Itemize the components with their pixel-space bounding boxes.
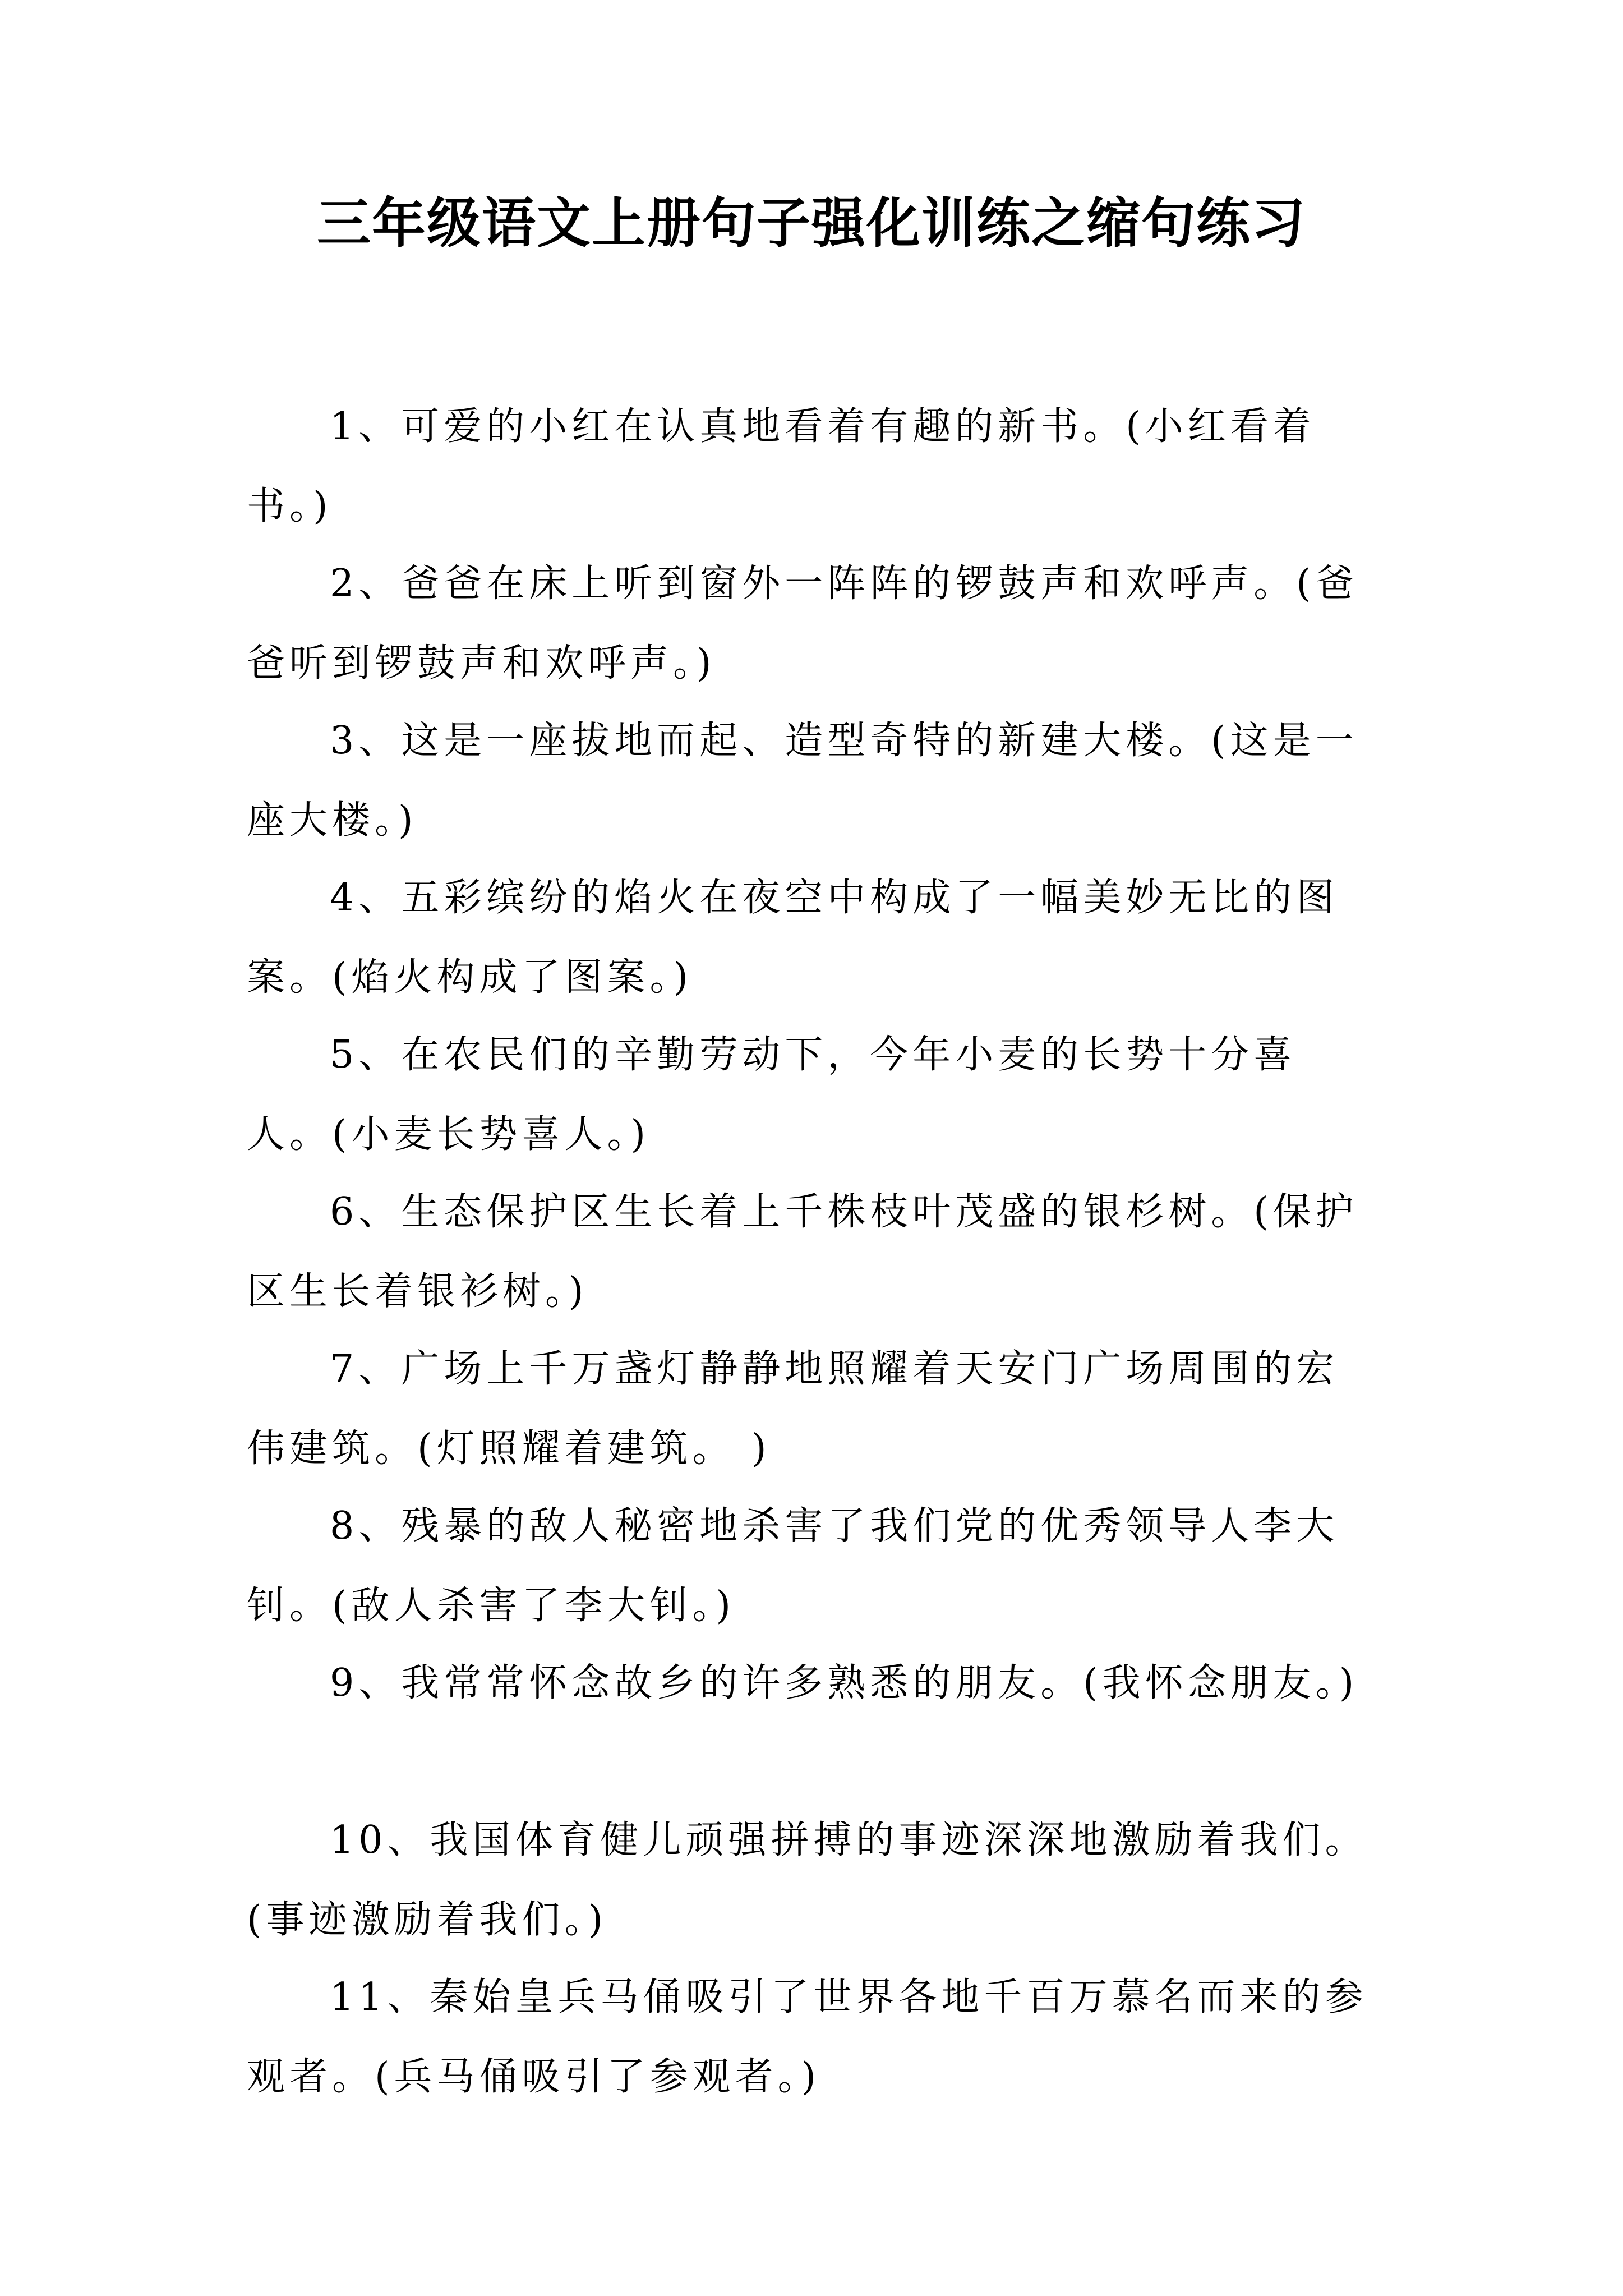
exercise-sentence: 2、爸爸在床上听到窗外一阵阵的锣鼓声和欢呼声。 [330, 562, 1297, 606]
exercise-answer: (这是一座大楼。) [247, 719, 1358, 843]
exercise-answer: (保护区生长着银衫树。) [247, 1190, 1358, 1314]
exercise-answer: (兵马俑吸引了参观者。) [375, 2055, 821, 2099]
exercise-sentence: 11、秦始皇兵马俑吸引了世界各地千百万慕名而来的参观者。 [247, 1975, 1368, 2099]
exercise-item-1 [247, 387, 1380, 546]
exercise-sentence: 8、残暴的敌人秘密地杀害了我们党的优秀领导人李大钊。 [247, 1504, 1339, 1628]
exercise-sentence: 10、我国体育健儿顽强拼搏的事迹深深地激励着我们。 [330, 1818, 1368, 1862]
exercise-sentence: 7、广场上千万盏灯静静地照耀着天安门广场周围的宏伟建筑。 [247, 1347, 1339, 1471]
exercise-sentence: 3、这是一座拔地而起、造型奇特的新建大楼。 [330, 719, 1211, 763]
exercise-sentence: 9、我常常怀念故乡的许多熟悉的朋友。 [330, 1661, 1083, 1705]
exercise-item-2 [247, 544, 1380, 703]
exercise-sentence: 6、生态保护区生长着上千株枝叶茂盛的银杉树。 [330, 1190, 1254, 1234]
exercise-answer: (爸爸听到锣鼓声和欢呼声。) [247, 562, 1358, 685]
exercise-sentence: 5、在农民们的辛勤劳动下，今年小麦的长势十分喜人。 [247, 1033, 1297, 1157]
exercise-item-4 [247, 858, 1380, 1018]
exercise-sentence: 4、五彩缤纷的焰火在夜空中构成了一幅美妙无比的图案。 [247, 876, 1339, 1000]
exercise-answer: (小红看着书。) [247, 404, 1316, 528]
exercise-sentence: 1、可爱的小红在认真地看着有趣的新书。 [330, 404, 1126, 449]
exercise-answer: (焰火构成了图案。) [332, 955, 693, 1000]
exercise-item-8 [247, 1487, 1380, 1646]
exercise-item-11 [247, 1958, 1380, 2117]
exercise-answer: (我怀念朋友。) [1083, 1661, 1359, 1705]
exercise-item-3 [247, 701, 1380, 861]
exercise-item-6 [247, 1172, 1380, 1332]
exercise-item-9 [247, 1644, 1380, 1723]
exercise-answer: (事迹激励着我们。) [247, 1898, 608, 1942]
page-title: 三年级语文上册句子强化训练之缩句练习 [317, 191, 1306, 255]
exercise-item-10 [247, 1801, 1380, 1960]
exercise-answer: (小麦长势喜人。) [332, 1112, 651, 1157]
exercise-answer: (敌人杀害了李大钊。) [332, 1584, 736, 1628]
exercise-answer: (灯照耀着建筑。 ) [417, 1427, 771, 1471]
exercise-item-5 [247, 1015, 1380, 1175]
exercise-item-7 [247, 1329, 1380, 1489]
